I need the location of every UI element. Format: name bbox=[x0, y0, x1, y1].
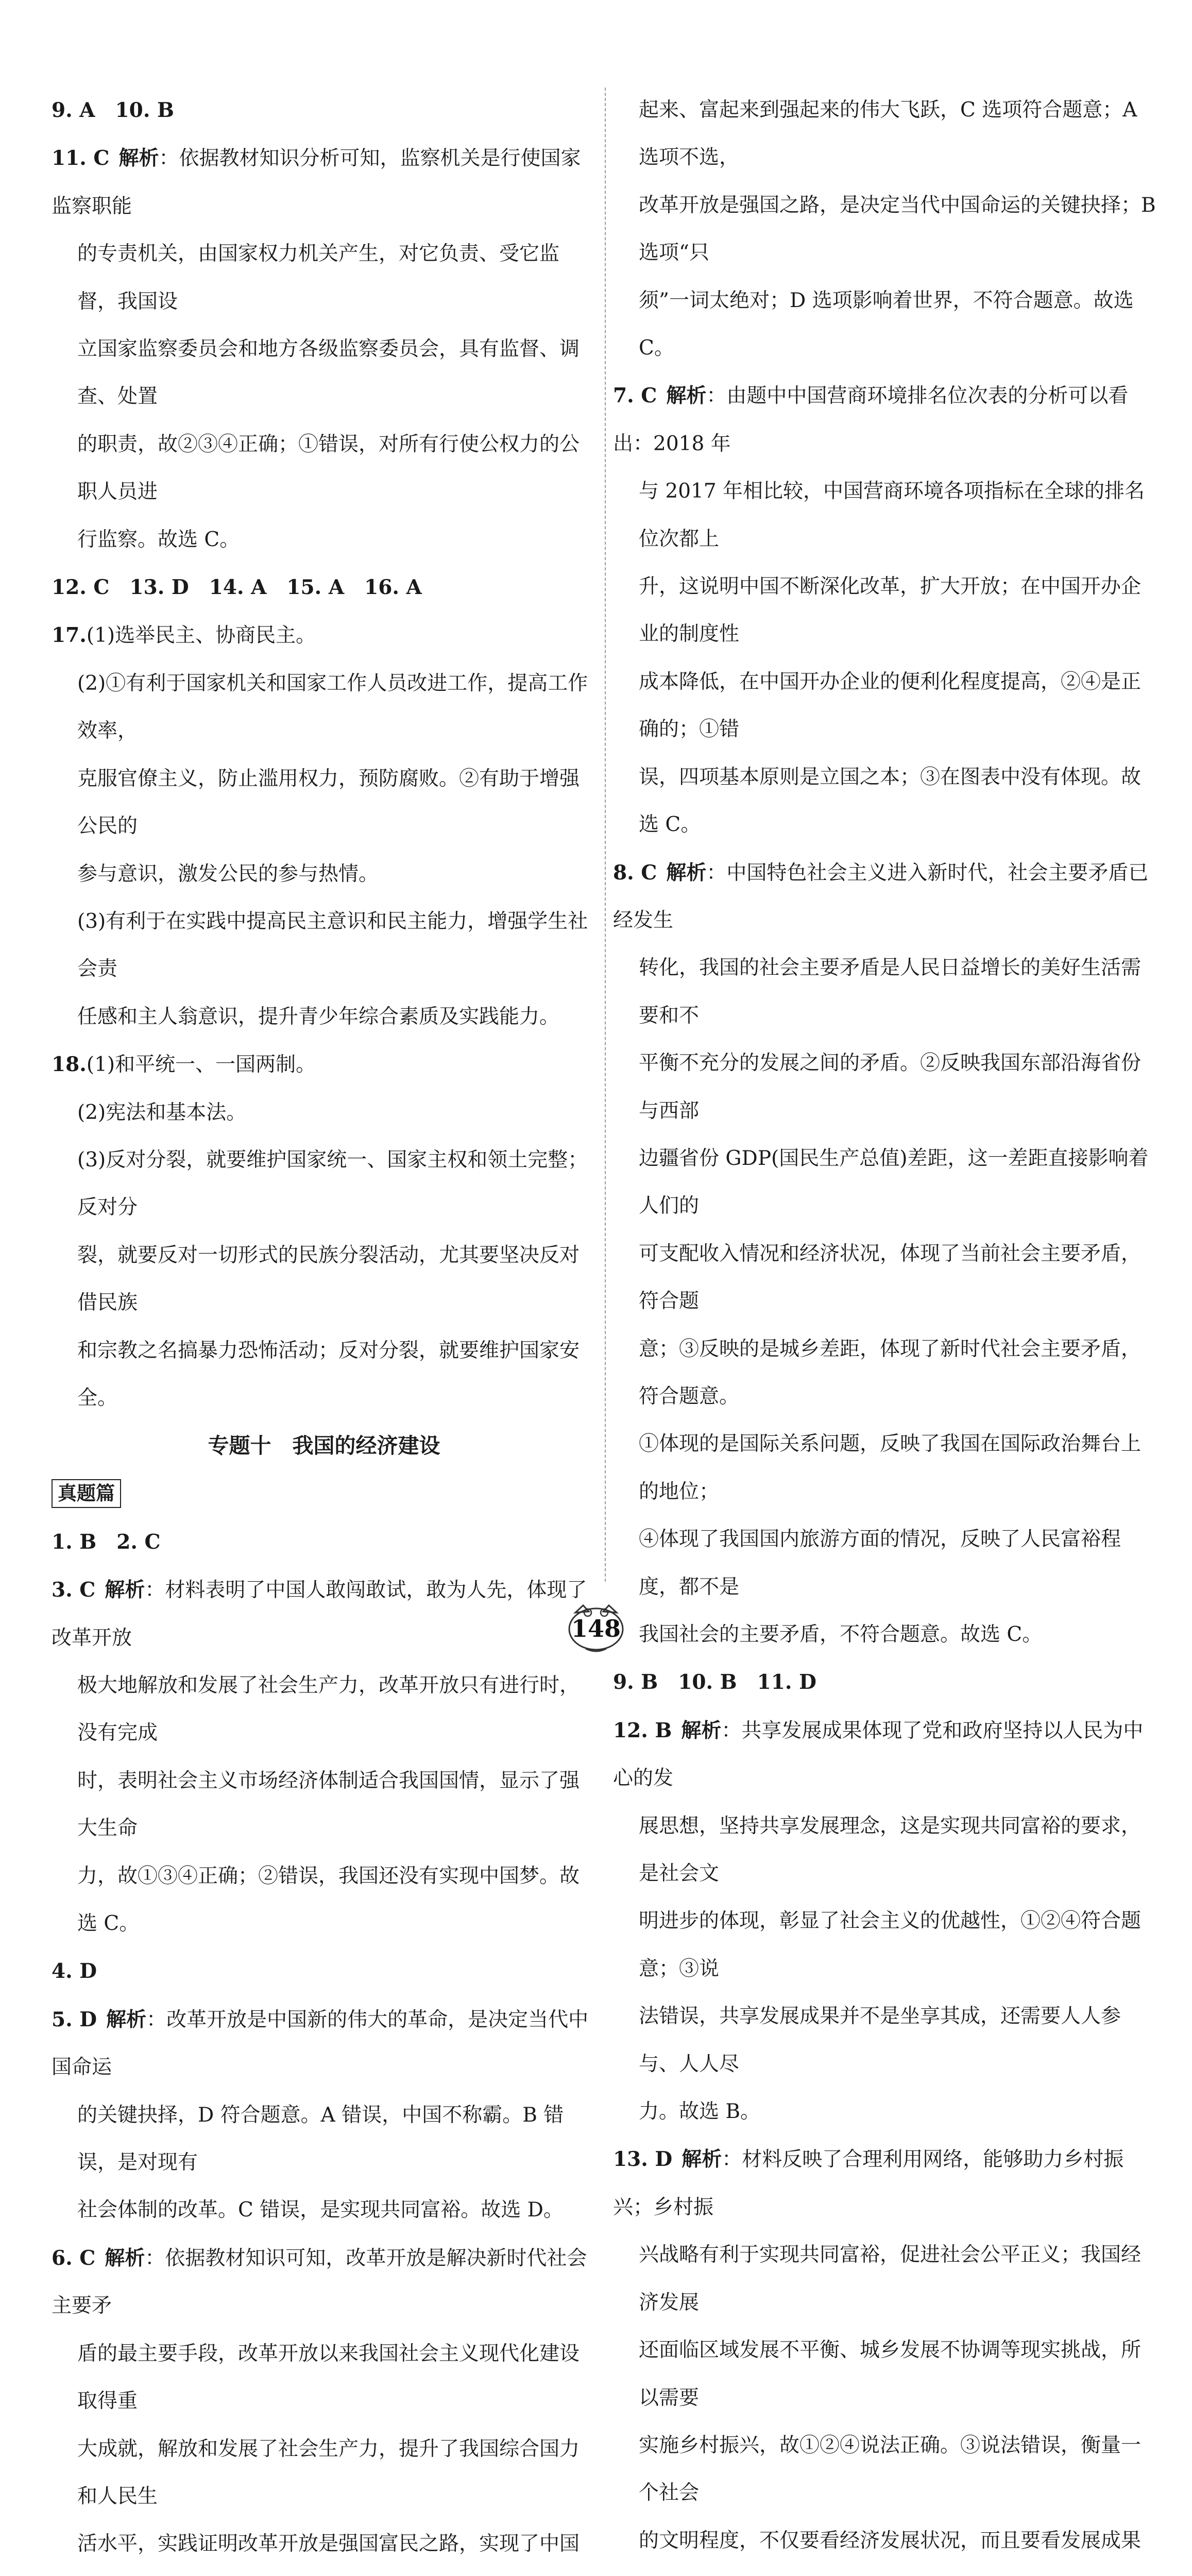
answer-q9-10: 9. A 10. B bbox=[52, 98, 174, 122]
answer-q6: 6. C 解析：依据教材知识可知，改革开放是解决新时代社会主要矛 盾的最主要手段，改革开放以来我国社会主义现代化建设取得重 大成就，解放和发展了社会生产力，提升了我国综合国力和人民生 活水平，实践证明改革开放是强国富民之路，实现了中国 bbox=[52, 2246, 587, 2556]
answer-q11: 11. C 解析：依据教材知识分析可知，监察机关是行使国家监察职能 的专责机关，由国家权力机关产生，对它负责、受它监督，我国设 立国家监察委员会和地方各级监察委员会，具有监督、调查、处置 的职责，故②③④正确；①错误，对所有行使公权力的公职人员进 行监察。故选 C。 bbox=[52, 146, 581, 551]
right-column bbox=[613, 87, 1158, 2576]
answer-q12: 12. B 解析：共享发展成果体现了党和政府坚持以人民为中心的发 展思想，坚持共享发展理念，这是实现共同富裕的要求，是社会文 明进步的体现，彰显了社会主义的优越性，①②④符合题意；③说 法错误，共享发展成果并不是坐享其成，还需要人人参与、人人尽 力。故选 B。 bbox=[613, 1718, 1144, 2124]
answer-q7: 7. C 解析：由题中中国营商环境排名位次表的分析可以看出：2018 年 与 2017 年相比较，中国营商环境各项指标在全球的排名位次都上 升，这说明中国不断深化改革，扩大开放；在中国开办企业的制度性 成本降低，在中国开办企业的便利化程度提高，②④是正确的；①错 误，四项基本原则是立国之本；③在图表中没有体现。故选 C。 bbox=[613, 384, 1145, 837]
page-number-badge bbox=[555, 1597, 637, 1654]
answer-q1-2: 1. B 2. C bbox=[52, 1530, 161, 1554]
answer-q4: 4. D bbox=[52, 1959, 97, 1984]
answer-q6-continued: 起来、富起来到强起来的伟大飞跃，C 选项符合题意；A 选项不选， 改革开放是强国之路，是决定当代中国命运的关键抉择；B 选项“只 须”一词太绝对；D 选项影响着世界，不符合题意。故选 C。 bbox=[639, 98, 1156, 360]
answer-q3: 3. C 解析：材料表明了中国人敢闯敢试，敢为人先，体现了改革开放 极大地解放和发展了社会生产力，改革开放只有进行时，没有完成 时，表明社会主义市场经济体制适合我国国情，显示了强大生命 力，故①③④正确；②错误，我国还没有实现中国梦。故选 C。 bbox=[52, 1578, 587, 1936]
answer-q13: 13. D 解析：材料反映了合理利用网络，能够助力乡村振兴；乡村振 兴战略有利于实现共同富裕，促进社会公平正义；我国经济发展 还面临区域发展不平衡、城乡发展不协调等现实挑战，所以需要 实施乡村振兴，故①②④说法正确。③说法错误，衡量一个社会 的文明程度，不仅要看经济发展状况，而且要看发展成果 bbox=[613, 2147, 1142, 2552]
answer-q17: 17.(1)选举民主、协商民主。 (2)①有利于国家机关和国家工作人员改进工作，提高工作效率， 克服官僚主义，防止滥用权力，预防腐败。②有助于增强公民的 参与意识，激发公民的参与热情。 (3)有利于在实践中提高民主意识和民主能力，增强学生社会责 任感和主人翁意识，提升青少年综合素质及实践能力。 bbox=[52, 623, 588, 1028]
section-title: 专题十 我国的经济建设 bbox=[208, 1433, 440, 1459]
answer-q18: 18.(1)和平统一、一国两制。 (2)宪法和基本法。 (3)反对分裂，就要维护国家统一、国家主权和领土完整；反对分 裂，就要反对一切形式的民族分裂活动，尤其要坚决反对借民族 和宗教之名搞暴力恐怖活动；反对分裂，就要维护国家安全。 bbox=[52, 1053, 588, 1410]
answer-q9-11: 9. B 10. B 11. D bbox=[613, 1670, 816, 1694]
section-box-label: 真题篇 bbox=[52, 1479, 121, 1508]
answer-q12-16: 12. C 13. D 14. A 15. A 16. A bbox=[52, 575, 422, 600]
column-divider bbox=[605, 88, 606, 1582]
answer-q5: 5. D 解析：改革开放是中国新的伟大的革命，是决定当代中国命运 的关键抉择，D 符合题意。A 错误，中国不称霸。B 错误，是对现有 社会体制的改革。C 错误，是实现共同富裕。故选 D。 bbox=[52, 2007, 589, 2222]
page-number: 148 bbox=[571, 1615, 621, 1642]
answer-q8: 8. C 解析：中国特色社会主义进入新时代，社会主要矛盾已经发生 转化，我国的社会主要矛盾是人民日益增长的美好生活需要和不 平衡不充分的发展之间的矛盾。②反映我国东部沿海省份与西部 边疆省份 GDP(国民生产总值)差距，这一差距直接影响着人们的 可支配收入情况和经济状况，体现了当前社会主要矛盾，符合题 意；③反映的是城乡差距，体现了新时代社会主要矛盾，符合题意。 ①体现的是国际关系问题，反映了我国在国际政治舞台上的地位； ④体现了我国国内旅游方面的情况，反映了人民富裕程度，都不是 我国社会的主要矛盾，不符合题意。故选 C。 bbox=[613, 860, 1149, 1646]
left-column bbox=[52, 87, 597, 2576]
